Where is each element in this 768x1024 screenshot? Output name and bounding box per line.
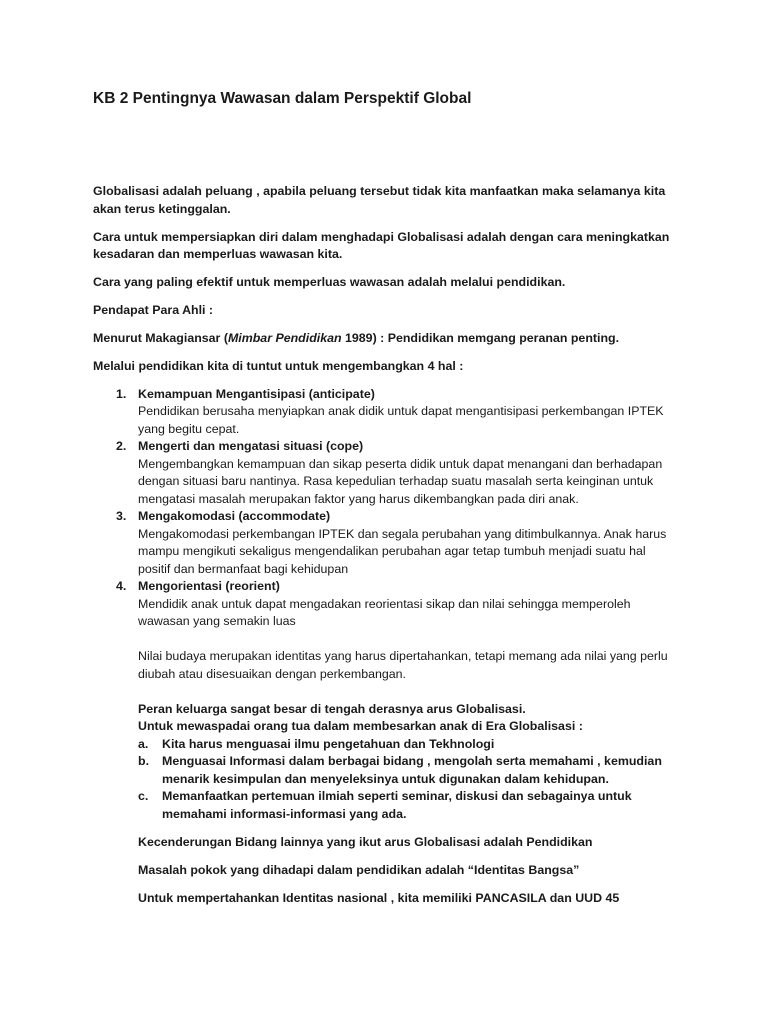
list-item-text: Kita harus menguasai ilmu pengetahuan dan Tekhnologi [162, 736, 495, 751]
spacer [138, 851, 678, 862]
list-item [138, 788, 678, 823]
list-item [138, 753, 678, 788]
numbered-list [93, 386, 678, 631]
paragraph-untuk-mewaspadai: Untuk mewaspadai orang tua dalam membesarkan anak di Era Globalisasi : [138, 719, 583, 733]
paragraph-masalah-pokok: Masalah pokok yang dihadapi dalam pendidikan adalah “Identitas Bangsa” [138, 862, 580, 877]
list-item-description: Pendidikan berusaha menyiapkan anak didik untuk dapat mengantisipasi perkembangan IPTEK yang begitu cepat. [138, 404, 664, 436]
list-marker: 2. [116, 439, 127, 453]
list-item [93, 578, 678, 631]
list-item-text: Memanfaatkan pertemuan ilmiah seperti seminar, diskusi dan sebagainya untuk memahami informasi-informasi yang ada. [162, 789, 632, 821]
makagiansar-pre: Menurut Makagiansar ( [93, 331, 228, 345]
list-marker: 3. [116, 509, 127, 523]
list-item-heading: Mengakomodasi (accommodate) [138, 509, 331, 523]
paragraph-pendapat-ahli: Pendapat Para Ahli : [93, 303, 214, 317]
spacer [138, 879, 678, 890]
list-marker: a. [138, 736, 149, 751]
list-marker: 1. [116, 386, 127, 401]
paragraph-cara-mempersiapkan: Cara untuk mempersiapkan diri dalam menghadapi Globalisasi adalah dengan cara meningkatkan kesadaran dan memperluas wawasan kita. [93, 229, 670, 261]
makagiansar-source: Mimbar Pendidikan [227, 331, 342, 345]
list-item-description: Mengembangkan kemampuan dan sikap peserta didik untuk dapat menangani dan berhadapan dengan situasi baru nantinya. Rasa kepedulian terhadap suatu masalah serta keinginan untuk mengatasi masalah merupakan faktor yang harus dikembangkan pada diri anak. [138, 456, 663, 506]
list-item [93, 508, 678, 578]
spacer [138, 631, 678, 649]
list-item-text: Menguasai Informasi dalam berbagai bidang , mengolah serta memahami , kemudian menarik kesimpulan dan menyeleksinya untuk digunakan dalam kehidupan. [162, 754, 662, 786]
list-item-heading: Mengerti dan mengatasi situasi (cope) [138, 439, 364, 453]
list-marker: b. [138, 754, 150, 768]
list-item-heading: Kemampuan Mengantisipasi (anticipate) [138, 386, 375, 401]
list-item [93, 386, 678, 439]
paragraph-globalisasi-peluang: Globalisasi adalah peluang , apabila peluang tersebut tidak kita manfaatkan maka selamanya kita akan terus ketinggalan. [93, 184, 666, 216]
list-item-heading: Mengorientasi (reorient) [138, 579, 280, 593]
paragraph-cara-efektif: Cara yang paling efektif untuk memperluas wawasan adalah melalui pendidikan. [93, 275, 566, 289]
makagiansar-post: 1989) : Pendidikan memgang peranan penting. [341, 331, 620, 345]
list-marker: 4. [116, 579, 127, 593]
paragraph-menurut-makagiansar [93, 330, 678, 348]
list-item [138, 736, 678, 754]
paragraph-mempertahankan-identitas: Untuk mempertahankan Identitas nasional , kita memiliki PANCASILA dan UUD 45 [138, 890, 620, 905]
spacer [138, 823, 678, 834]
indented-section [93, 631, 678, 908]
list-item-description: Mendidik anak untuk dapat mengadakan reorientasi sikap dan nilai sehingga memperoleh wawasan yang semakin luas [138, 596, 631, 628]
list-item [93, 438, 678, 508]
list-item-description: Mengakomodasi perkembangan IPTEK dan segala perubahan yang ditimbulkannya. Anak harus mampu mengikuti sekaligus mengendalikan perubahan agar tetap tumbuh menjadi suatu hal positif dan bermanfaat bagi kehidupan [138, 526, 667, 576]
paragraph-nilai-budaya: Nilai budaya merupakan identitas yang harus dipertahankan, tetapi memang ada nilai yang perlu diubah atau disesuaikan dengan perkembangan. [138, 649, 668, 681]
paragraph-kecenderungan: Kecenderungan Bidang lainnya yang ikut arus Globalisasi adalah Pendidikan [138, 834, 593, 849]
paragraph-peran-keluarga: Peran keluarga sangat besar di tengah derasnya arus Globalisasi. [138, 701, 526, 716]
list-marker: c. [138, 789, 149, 803]
lettered-list [138, 736, 678, 824]
document-body [93, 183, 678, 907]
document-title: KB 2 Pentingnya Wawasan dalam Perspektif Global [93, 90, 472, 107]
spacer [138, 683, 678, 701]
paragraph-melalui-pendidikan: Melalui pendidikan kita di tuntut untuk mengembangkan 4 hal : [93, 359, 464, 373]
